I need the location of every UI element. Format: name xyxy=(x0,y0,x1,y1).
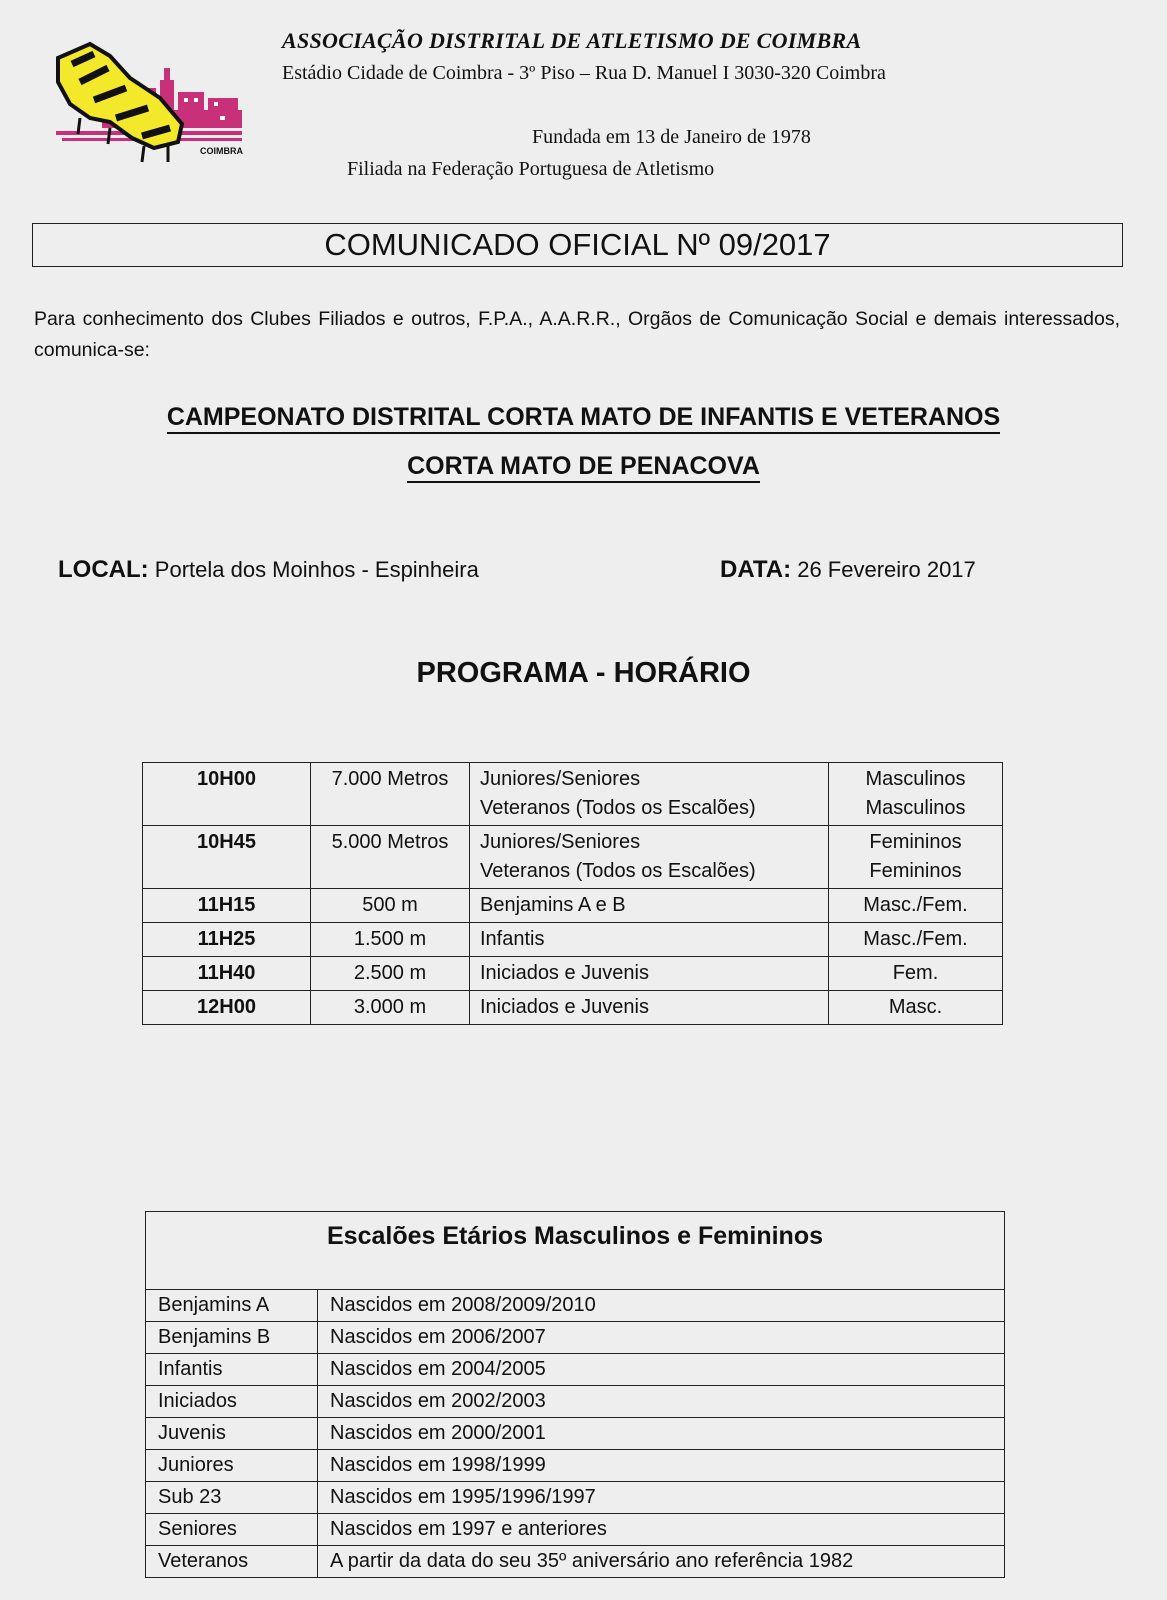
document-title: COMUNICADO OFICIAL Nº 09/2017 xyxy=(32,223,1123,267)
gender-line: Masculinos xyxy=(865,768,966,790)
age-group-desc: Nascidos em 2008/2009/2010 xyxy=(318,1290,1005,1322)
distance-cell: 7.000 Metros xyxy=(311,763,470,826)
age-groups-heading: Escalões Etários Masculinos e Femininos xyxy=(146,1212,1005,1290)
gender-cell: Fem. xyxy=(829,957,1003,991)
age-group-name: Juvenis xyxy=(146,1418,318,1450)
table-row xyxy=(143,923,1003,957)
category-cell: Iniciados e Juvenis xyxy=(470,957,829,991)
org-founded: Fundada em 13 de Janeiro de 1978 xyxy=(532,126,811,148)
table-row xyxy=(143,826,1003,889)
table-row xyxy=(143,991,1003,1025)
event-title-line2: CORTA MATO DE PENACOVA xyxy=(407,452,760,483)
table-row xyxy=(146,1386,1005,1418)
org-name: ASSOCIAÇÃO DISTRITAL DE ATLETISMO DE COIMBRA xyxy=(282,28,862,53)
distance-cell: 5.000 Metros xyxy=(311,826,470,889)
time-cell: 12H00 xyxy=(143,991,311,1025)
category-cell xyxy=(470,826,829,889)
table-row xyxy=(146,1514,1005,1546)
org-affiliation: Filiada na Federação Portuguesa de Atletismo xyxy=(347,158,715,180)
table-row xyxy=(146,1450,1005,1482)
time-cell: 10H45 xyxy=(143,826,311,889)
age-group-name: Seniores xyxy=(146,1514,318,1546)
table-row xyxy=(143,889,1003,923)
age-group-desc: Nascidos em 2004/2005 xyxy=(318,1354,1005,1386)
program-heading: PROGRAMA - HORÁRIO xyxy=(416,657,751,689)
event-title-line1: CAMPEONATO DISTRITAL CORTA MATO DE INFANTIS E VETERANOS xyxy=(167,403,1000,434)
age-group-desc: Nascidos em 2000/2001 xyxy=(318,1418,1005,1450)
table-row xyxy=(146,1546,1005,1578)
logo-text: COIMBRA xyxy=(200,146,243,156)
age-group-desc: A partir da data do seu 35º aniversário ano referência 1982 xyxy=(318,1546,1005,1578)
gender-cell: Masc./Fem. xyxy=(829,923,1003,957)
event-title xyxy=(0,403,1167,432)
age-group-name: Infantis xyxy=(146,1354,318,1386)
category-line: Veteranos (Todos os Escalões) xyxy=(480,797,756,819)
gender-line: Femininos xyxy=(869,831,962,853)
distance-cell: 500 m xyxy=(311,889,470,923)
gender-cell xyxy=(829,826,1003,889)
age-group-desc: Nascidos em 2006/2007 xyxy=(318,1322,1005,1354)
category-cell: Iniciados e Juvenis xyxy=(470,991,829,1025)
intro-paragraph: Para conhecimento dos Clubes Filiados e outros, F.P.A., A.A.R.R., Orgãos de Comunicação Social e demais interessados, comunica-se: xyxy=(34,308,1120,361)
category-cell xyxy=(470,763,829,826)
age-group-name: Sub 23 xyxy=(146,1482,318,1514)
distance-cell: 1.500 m xyxy=(311,923,470,957)
event-location xyxy=(58,556,479,584)
category-line: Juniores/Seniores xyxy=(480,768,641,790)
local-value: Portela dos Moinhos - Espinheira xyxy=(154,557,479,582)
age-group-name: Veteranos xyxy=(146,1546,318,1578)
category-cell: Infantis xyxy=(470,923,829,957)
age-group-desc: Nascidos em 1998/1999 xyxy=(318,1450,1005,1482)
category-line: Veteranos (Todos os Escalões) xyxy=(480,860,756,882)
gender-cell xyxy=(829,763,1003,826)
age-group-name: Iniciados xyxy=(146,1386,318,1418)
age-group-name: Juniores xyxy=(146,1450,318,1482)
distance-cell: 2.500 m xyxy=(311,957,470,991)
category-line: Juniores/Seniores xyxy=(480,831,641,853)
table-row xyxy=(143,957,1003,991)
gender-line: Masculinos xyxy=(865,797,966,819)
data-label: DATA: xyxy=(720,556,792,583)
distance-cell: 3.000 m xyxy=(311,991,470,1025)
table-row xyxy=(146,1290,1005,1322)
table-row xyxy=(143,763,1003,826)
table-row xyxy=(146,1418,1005,1450)
age-group-desc: Nascidos em 1995/1996/1997 xyxy=(318,1482,1005,1514)
org-address: Estádio Cidade de Coimbra - 3º Piso – Rua D. Manuel I 3030-320 Coimbra xyxy=(282,62,886,84)
gender-line: Femininos xyxy=(869,860,962,882)
gender-cell: Masc./Fem. xyxy=(829,889,1003,923)
table-header-row xyxy=(146,1212,1005,1290)
table-row xyxy=(146,1322,1005,1354)
event-subtitle xyxy=(0,452,1167,481)
age-group-desc: Nascidos em 1997 e anteriores xyxy=(318,1514,1005,1546)
time-cell: 10H00 xyxy=(143,763,311,826)
association-logo xyxy=(50,38,255,176)
age-groups-table xyxy=(145,1211,1005,1578)
table-row xyxy=(146,1482,1005,1514)
age-group-name: Benjamins A xyxy=(146,1290,318,1322)
age-group-name: Benjamins B xyxy=(146,1322,318,1354)
table-row xyxy=(146,1354,1005,1386)
time-cell: 11H15 xyxy=(143,889,311,923)
time-cell: 11H25 xyxy=(143,923,311,957)
gender-cell: Masc. xyxy=(829,991,1003,1025)
age-group-desc: Nascidos em 2002/2003 xyxy=(318,1386,1005,1418)
data-value: 26 Fevereiro 2017 xyxy=(797,557,976,582)
event-date xyxy=(720,556,976,584)
program-table xyxy=(142,762,1003,1025)
local-label: LOCAL: xyxy=(58,556,149,583)
category-cell: Benjamins A e B xyxy=(470,889,829,923)
time-cell: 11H40 xyxy=(143,957,311,991)
